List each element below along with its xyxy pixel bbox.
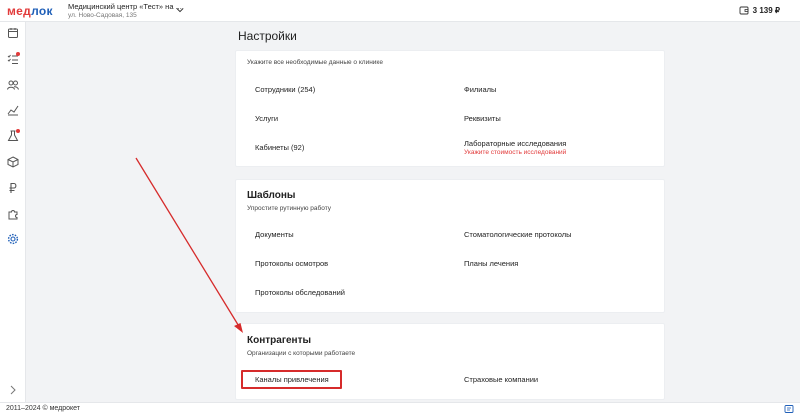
wallet-icon — [739, 5, 749, 15]
link-rooms[interactable]: Кабинеты (92) — [255, 143, 305, 152]
card-subtitle: Упростите рутинную работу — [247, 205, 332, 212]
card-title: Шаблоны — [247, 190, 296, 201]
link-employees[interactable]: Сотрудники (254) — [255, 85, 316, 94]
puzzle-icon[interactable] — [7, 208, 19, 220]
feedback-icon[interactable] — [784, 404, 794, 414]
link-branches[interactable]: Филиалы — [464, 85, 497, 94]
chevron-down-icon[interactable] — [176, 6, 184, 14]
link-acquisition-channels[interactable]: Каналы привлечения — [255, 375, 329, 384]
ruble-icon[interactable] — [7, 182, 19, 194]
link-requisites[interactable]: Реквизиты — [464, 114, 501, 123]
clinic-selector[interactable] — [68, 2, 188, 19]
lab-flask-icon[interactable] — [7, 130, 19, 142]
lab-price-warning: Укажите стоимость исследований — [464, 149, 567, 156]
card-subtitle: Укажите все необходимые данные о клинике — [247, 59, 383, 66]
box-icon[interactable] — [7, 156, 19, 168]
patients-icon[interactable] — [7, 79, 19, 91]
link-documents[interactable]: Документы — [255, 230, 294, 239]
link-dental-protocols[interactable]: Стоматологические протоколы — [464, 230, 572, 239]
analytics-icon[interactable] — [7, 104, 19, 116]
sidebar — [0, 22, 26, 402]
chevron-right-icon[interactable] — [7, 384, 19, 396]
link-services[interactable]: Услуги — [255, 114, 279, 123]
copyright-text: 2011–2024 © медрокет — [6, 405, 80, 412]
checklist-icon[interactable] — [7, 53, 19, 65]
calendar-icon[interactable] — [7, 27, 19, 39]
gear-icon[interactable] — [7, 233, 19, 245]
app-logo[interactable] — [7, 4, 53, 18]
templates-card — [235, 179, 665, 313]
notification-badge — [16, 129, 20, 133]
link-treatment-plans[interactable]: Планы лечения — [464, 259, 519, 268]
logo-part-1: мед — [7, 4, 32, 18]
top-header — [0, 0, 800, 22]
logo-part-2: лок — [31, 4, 53, 18]
link-study-protocols[interactable]: Протоколы обследований — [255, 288, 345, 297]
clinic-name: Медицинский центр «Тест» на ... — [68, 2, 182, 11]
clinic-address: ул. Ново-Садовая, 135 — [68, 12, 137, 19]
page-title: Настройки — [238, 29, 297, 43]
card-title: Контрагенты — [247, 335, 312, 346]
link-insurance-companies[interactable]: Страховые компании — [464, 375, 539, 384]
annotation-highlight-box — [241, 370, 342, 389]
footer — [0, 402, 800, 415]
balance-widget[interactable] — [739, 5, 780, 15]
clinic-settings-card — [235, 50, 665, 167]
link-exam-protocols[interactable]: Протоколы осмотров — [255, 259, 329, 268]
notification-badge — [16, 52, 20, 56]
balance-amount: 3 139 ₽ — [752, 5, 780, 15]
link-lab-tests[interactable]: Лабораторные исследования — [464, 139, 567, 148]
card-subtitle: Организации с которыми работаете — [247, 350, 356, 357]
